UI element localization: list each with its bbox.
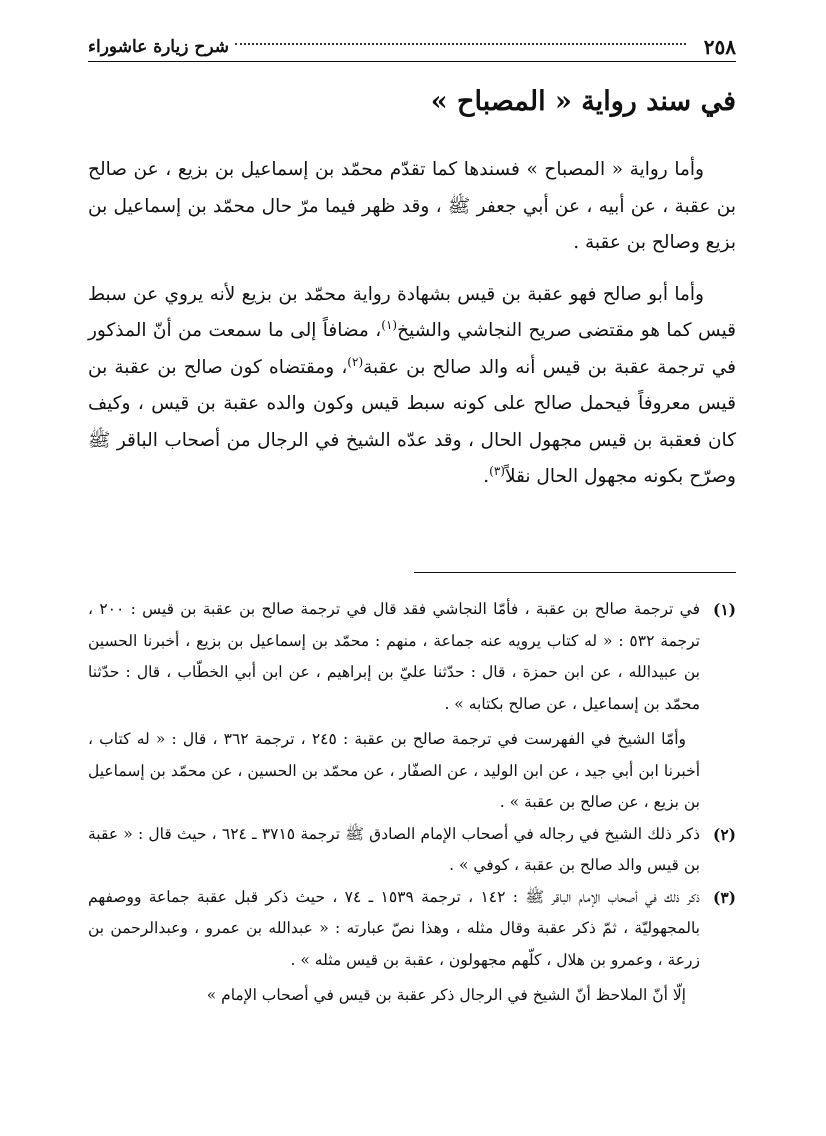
footnote-number: (١) bbox=[712, 600, 736, 619]
paragraph-2-end: . bbox=[483, 466, 490, 487]
footnote-paragraph: ذكر ذلك في أصحاب الإمام الباقر ﷺ : ١٤٢ ، ترجمة ١٥٣٩ ـ ٧٤ ، حيث ذكر قبل عقبة جماعة ووصفهم بالمجهوليّة ، ثمّ ذكر عقبة وقال مثله ، وهذا نصّ عبارته : « عبدالله بن عمرو ، وعبدالرحمن بن زرعة ، وعمرو بن هلال ، كلّهم مجهولون ، عقبة بن قيس مثله » . bbox=[88, 887, 700, 969]
section-title: في سند رواية « المصباح » bbox=[430, 86, 736, 117]
footnote-paragraph: في ترجمة صالح بن عقبة ، فأمّا النجاشي فقد قال في ترجمة صالح بن عقبة بن قيس : ٢٠٠ ، ترجمة ٥٣٢ : « له كتاب يرويه عنه جماعة ، منهم : محمّد بن إسماعيل بن بزيع ، أخبرنا الحسين بن عبيدالله ، عن ابن حمزة ، قال : حدّثنا عليّ بن إبراهيم ، عن ابن أبي الخطّاب ، قال : حدّثنا محمّد بن إسماعيل ، عن صالح بكتابه » . bbox=[88, 600, 700, 713]
paragraph-2-part-a: وأما أبو صالح فهو عقبة بن قيس بشهادة رواية محمّد بن بزيع لأنه يروي عن سبط قيس كما هو مقتضى صريح النجاشي والشيخ bbox=[88, 283, 737, 341]
running-header bbox=[88, 33, 736, 62]
footnote bbox=[88, 594, 736, 819]
header-dot-leader bbox=[235, 43, 686, 45]
main-text bbox=[88, 152, 736, 511]
footnote-body bbox=[88, 882, 700, 1012]
footnote-paragraph: ذكر ذلك الشيخ في رجاله في أصحاب الإمام الصادق ﷺ ترجمة ٣٧١٥ ـ ٦٢٤ ، حيث قال : « عقبة بن قيس والد صالح بن عقبة ، كوفي » . bbox=[88, 824, 700, 874]
footnote-ref-2[interactable]: (٢) bbox=[347, 354, 364, 369]
footnote-number: (٢) bbox=[712, 824, 736, 844]
footnote-body bbox=[88, 594, 700, 819]
footnote-paragraph: إلّا أنّ الملاحظ أنّ الشيخ في الرجال ذكر عقبة بن قيس في أصحاب الإمام » bbox=[206, 986, 686, 1004]
page-number: ٢٥٨ bbox=[703, 35, 736, 59]
footnote-ref-3[interactable]: (٣) bbox=[489, 463, 505, 478]
running-title: شرح زيارة عاشوراء bbox=[88, 37, 229, 57]
footnote-number: (٣) bbox=[712, 887, 736, 907]
paragraph-2-part-b: ، مضافاً إلى ما سمعت من أنّ المذكور في ترجمة عقبة بن قيس أنه والد صالح بن عقبة bbox=[88, 320, 736, 378]
footnote-ref-1[interactable]: (١) bbox=[381, 317, 398, 332]
footnote bbox=[88, 819, 736, 882]
paragraph-1: وأما رواية « المصباح » فسندها كما تقدّم محمّد بن إسماعيل بن بزيع ، عن صالح بن عقبة ، عن أبيه ، عن أبي جعفر ﷺ ، وقد ظهر فيما مرّ حال محمّد بن إسماعيل بن بزيع وصالح بن عقبة . bbox=[88, 159, 736, 253]
footnotes bbox=[88, 594, 736, 1012]
footnote-separator bbox=[414, 572, 736, 573]
paragraph-2 bbox=[88, 277, 736, 496]
footnote-body bbox=[88, 819, 700, 882]
footnote bbox=[88, 882, 736, 1012]
footnote-paragraph: وأمّا الشيخ في الفهرست في ترجمة صالح بن عقبة : ٢٤٥ ، ترجمة ٣٦٢ ، قال : « له كتاب ، أخبرنا ابن أبي جيد ، عن ابن الوليد ، عن الصفّار ، عن محمّد بن الحسين ، عن محمّد بن إسماعيل بن بزيع ، عن صالح بن عقبة » . bbox=[88, 730, 700, 811]
paragraph-2-part-c: ، ومقتضاه كون صالح بن عقبة بن قيس معروفاً فيحمل صالح على كونه سبط قيس وكون والده عقبة بن قيس ، وكيف كان فعقبة بن قيس مجهول الحال ، وقد عدّه الشيخ في الرجال من أصحاب الباقر ﷺ وصرّح بكونه مجهول الحال نقلاً bbox=[88, 356, 736, 487]
